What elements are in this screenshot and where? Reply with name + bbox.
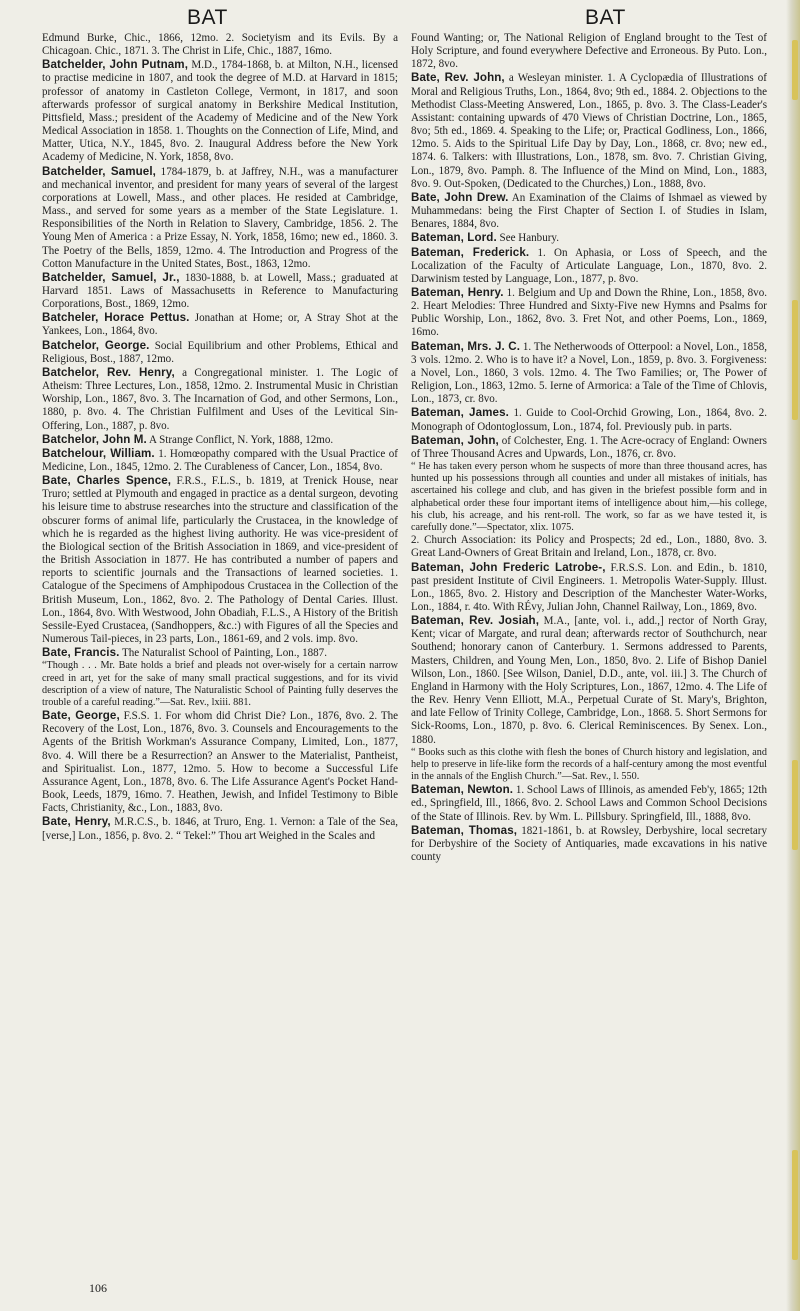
entry-headword: Batchelder, John Putnam,: [42, 58, 189, 72]
entry: [411, 340, 767, 407]
entry-text: 1821-1861, b. at Rowsley, Derbyshire, local secretary for Derbyshire of the Society of Antiquaries, made excavations in his native county: [411, 824, 767, 864]
entry: [411, 561, 767, 615]
entry-text: F.R.S., F.L.S., b. 1819, at Trenick House, near Truro; settled at Plymouth and engaged in practice as a dental surgeon, devoting his leisure time to abstruse researches into the structure and classification of the obscurer forms of animal life, particularly the Crustacea, in the knowledge of which he is regarded as the highest living authority. He was vice-president of the Biological section of the British Association in 1869, and vice-president of the British Association in 1877. He has contributed a number of papers and reports to scientific journals and the Transactions of learned societies. 1. Catalogue of the Specimens of Amphipodous Crustacea in the Collection of the British Museum, Lon., 1862, 8vo. 2. The Pathology of Dental Caries. Illust. Lon., 1864, 8vo. With Westwood, John Obadiah, F.L.S., A History of the British Sessile-Eyed Crustacea, (Sandhoppers, &c.:) with Figures of all the Species and Numerous Tail-pieces, in 23 parts, Lon., 1861-69, and 2 vols. imp. 8vo.: [42, 475, 399, 646]
running-head-left: BAT: [187, 6, 228, 29]
entry-headword: Bateman, John Frederic Latrobe-,: [411, 560, 606, 574]
entry-text: 1. On Aphasia, or Loss of Speech, and the Localization of the Faculty of Articulate Language, Lon., 1870, 8vo. 2. Darwinism tested by Language, Lon., 1877, p. 8vo.: [411, 246, 768, 285]
entry-text: 1784-1879, b. at Jaffrey, N.H., was a manufacturer and mechanical inventor, and president for many years of several of the largest corporations at Lowell, Mass., and other places. He resided at Cambridge, Mass., and served for some years as a member of the State Legislature. 1. Responsibilities of the North in Relation to Slavery, Cambridge, 1856. 2. The Young Men of America : a Prize Essay, N. York, 1858, 16mo; new ed., 1860. 3. The Poetry of the Bells, 1859, 12mo. 4. The Introduction and Progress of the Cotton Manufacture in the United States, Bost., 1863, 12mo.: [42, 165, 398, 270]
entry: [411, 434, 767, 461]
entry-text: “ He has taken every person whom he suspects of more than three thousand acres, has hunted up his possessions through all counties and under all mistakes of initials, has ascertained his college and club, and has given in the briefest possible form and in alphabetical order these four important items of intelligence about him,—his college, his club, his acreage, and his rent-roll. The work, so far as we have tested it, is carefully done.”—Spectator, xlix. 1075.: [411, 461, 767, 534]
entry: [411, 286, 767, 340]
entry: [411, 231, 767, 245]
page-number: 106: [89, 1281, 107, 1295]
entry-headword: Bateman, Mrs. J. C.: [411, 339, 521, 353]
page-edge: [786, 0, 800, 1311]
entry-headword: Bate, John Drew.: [411, 190, 509, 204]
entry-text: See Hanbury.: [496, 232, 559, 245]
entry-text: Social Equilibrium and other Problems, Ethical and Religious, Bost., 1887, 12mo.: [42, 339, 398, 365]
entry-text: The Naturalist School of Painting, Lon., 1887.: [119, 647, 327, 660]
entry-headword: Bate, Henry,: [42, 815, 111, 829]
review-quote: [411, 461, 767, 534]
entry-text: A Strange Conflict, N. York, 1888, 12mo.: [146, 433, 334, 446]
entry-headword: Bateman, Thomas,: [411, 823, 518, 837]
right-column: [411, 32, 767, 864]
entry-headword: Batcheler, Horace Pettus.: [42, 311, 190, 325]
entry: [411, 71, 767, 190]
entry: [42, 339, 398, 366]
entry: [411, 32, 767, 71]
entry: [411, 783, 767, 823]
entry-headword: Bateman, Frederick.: [411, 245, 530, 259]
entry-text: of Colchester, Eng. 1. The Acre-ocracy of England: Owners of Three Thousand Acres and Upwards, Lon., 1876, cr. 8vo.: [411, 434, 767, 460]
entry-text: 1. Belgium and Up and Down the Rhine, Lon., 1858, 8vo. 2. Heart Melodies: Three Hundred and Sixty-Five new Hymns and Psalms for Public Worship, Lon., 1862, 8vo. 3. Fret Not, and other Poems, Lon., 1869, 16mo.: [411, 286, 767, 339]
review-quote: [42, 660, 398, 709]
entry: [42, 646, 398, 660]
entry-headword: Bateman, Henry.: [411, 285, 504, 299]
entry: [42, 474, 398, 646]
entry-headword: Batchelour, William.: [42, 446, 155, 460]
entry: [42, 311, 398, 338]
entry-headword: Bateman, Newton.: [411, 783, 514, 797]
running-head: [0, 6, 800, 30]
entry: [42, 709, 398, 815]
entry-text: a Wesleyan minister. 1. A Cyclopædia of Illustrations of Moral and Religious Truths, Lon., 1864, 8vo; 9th ed., 1884. 2. Objections to the Methodist Class-Meeting Answered, Lon., 1865, p. 8vo. 3. The Class-Leader's Assistant: containing upwards of 470 Views of Christian Doctrine, Lon., 1865, 8vo; 5th ed., 1869. 4. Speaking to the Life; or, Practical Godliness, Lon., 1866, 12mo. 5. Aids to the Spiritual Life Day by Day, Lon., 1868, cr. 8vo; new ed., 1874. 6. Talkers: with Illustrations, Lon., 1878, sm. 8vo. 7. Christian Giving, Lon., 1879, 8vo. Pamph. 8. The Influence of the Mind on Mind, Lon., 1883, 8vo. 9. Out-Spoken, (Dedicated to the Churches,) Lon., 1888, 8vo.: [411, 72, 767, 190]
entry: [42, 58, 398, 164]
entry-text: F.S.S. 1. For whom did Christ Die? Lon., 1876, 8vo. 2. The Recovery of the Lost, Lon., 1876, 8vo. 3. Counsels and Encouragements to the Agents of the British Workman's Assurance Company, Limited, Lon., 1877, 8vo. 4. Will there be a Resurrection? an Answer to the Materialist, Pantheist, and Spiritualist. Lon., 1877, 12mo. 5. How to become a Successful Life Assurance Agent, Lon., 1878, 8vo. 6. The Life Assurance Agent's Pocket Hand-Book, Leeds, 1879, 16mo. 7. Heathen, Jewish, and Infidel Testimony to Bible Facts, Christianity, &c., Lon., 1883, 8vo.: [42, 710, 399, 815]
entry-headword: Batchelor, Rev. Henry,: [42, 365, 175, 379]
entry-text: Edmund Burke, Chic., 1866, 12mo. 2. Societyism and its Evils. By a Chicagoan. Chic., 1871. 3. The Christ in Life, Chic., 1887, 16mo.: [42, 32, 398, 58]
entry: [42, 32, 398, 58]
entry-text: 1. Guide to Cool-Orchid Growing, Lon., 1864, 8vo. 2. Monograph of Odontoglossum, Lon., 1874, fol. Previously pub. in parts.: [411, 407, 767, 433]
entry-headword: Bate, Rev. John,: [411, 71, 505, 85]
entry: [411, 246, 767, 286]
entry-headword: Bateman, James.: [411, 406, 509, 420]
left-column: [42, 32, 398, 843]
entry: [42, 433, 398, 447]
entry-text: F.R.S.S. Lon. and Edin., b. 1810, past president Institute of Civil Engineers. 1. Metropolis Water-Supply. Illust. Lon., 1865, 8vo. 2. History and Description of the Manchester Water-Works, Lon., 1884, r. 4to. With RÉvy, Julian John, Channel Railway, Lon., 1869, 8vo.: [411, 561, 767, 613]
entry: [42, 815, 398, 842]
entry-headword: Bateman, Rev. Josiah,: [411, 614, 540, 628]
entry: [411, 614, 767, 747]
entry-text: An Examination of the Claims of Ishmael as viewed by Muhammedans: being the First Chapter of Section I. of Studies in Islam, Benares, 1884, 8vo.: [411, 191, 767, 231]
entry-headword: Bate, Charles Spence,: [42, 474, 172, 488]
entry-text: 1. School Laws of Illinois, as amended Feb'y, 1865; 12th ed., Springfield, Ill., 1866, 8vo. 2. School Laws and Common School Decisions of the State of Illinois. Rev. by Wm. L. Pillsbury. Springfield, Ill., 1888, 8vo.: [411, 784, 767, 823]
entry-text: M.D., 1784-1868, b. at Milton, N.H., licensed to practise medicine in 1807, and took the degree of M.D. at Harvard in 1815; professor of anatomy in Castleton College, Vermont, in 1817, and soon afterwards professor of surgical anatomy in Berkshire Medical Institution, Pittsfield, Mass.; president of the Academy of Medicine and of the New York Medical Association in 1858. 1. Thoughts on the Connection of Life, Mind, and Matter, Utica, N.Y., 1845, 8vo. 2. Inaugural Address before the New York Academy of Medicine, N. York, 1858, 8vo.: [42, 59, 398, 164]
entry-headword: Bateman, Lord.: [411, 231, 497, 245]
entry-text: Jonathan at Home; or, A Stray Shot at the Yankees, Lon., 1864, 8vo.: [42, 312, 398, 338]
entry: [411, 406, 767, 433]
entry-headword: Batchelor, John M.: [42, 432, 147, 446]
entry-text: “Though . . . Mr. Bate holds a brief and pleads not over-wisely for a certain narrow creed in art, yet for the sake of many small practical suggestions, and for its vivid description of a view of nature, The Naturalistic School of Painting fully deserves the trouble of a careful reading.”—Sat. Rev., lxiii. 881.: [42, 660, 398, 708]
entry-text: Found Wanting; or, The National Religion of England brought to the Test of Holy Scripture, and found everywhere Defective and Erroneous. By Puto. Lon., 1872, 8vo.: [411, 32, 767, 71]
entry-headword: Batchelder, Samuel,: [42, 164, 156, 178]
entry-text: “ Books such as this clothe with flesh the bones of Church history and legislation, and help to preserve in life-like form the records of a half-century among the most eventful in the annals of the English Church.”—Sat. Rev., l. 550.: [411, 746, 767, 783]
entry: [42, 165, 398, 271]
entry: [42, 366, 398, 433]
entry-text: a Congregational minister. 1. The Logic of Atheism: Three Lectures, Lon., 1858, 12mo. 2. Instrumental Music in Christian Worship, Lon., 1867, 8vo. 3. The Incarnation of God, and other Sermons, Lon., 1880, p. 8vo. 4. The Christian Fulfilment and Uses of the Levitical Sin-Offering, Lon., 1887, p. 8vo.: [42, 366, 398, 432]
entry-text: 1. Homœopathy compared with the Usual Practice of Medicine, Lon., 1845, 12mo. 2. The Curableness of Cancer, Lon., 1854, 8vo.: [42, 447, 398, 473]
entry: [411, 534, 767, 560]
entry: [42, 271, 398, 311]
entry-headword: Bate, Francis.: [42, 646, 120, 660]
running-head-right: BAT: [585, 6, 626, 29]
entry: [411, 824, 767, 864]
entry-text: 1830-1888, b. at Lowell, Mass.; graduated at Harvard 1851. Laws of Massachusetts in Reference to Manufacturing Corporations, Bost., 1869, 12mo.: [42, 271, 398, 311]
entry-text: 2. Church Association: its Policy and Prospects; 2d ed., Lon., 1880, 8vo. 3. Great Land-Owners of Great Britain and Ireland, Lon., 1878, cr. 8vo.: [411, 534, 767, 560]
entry-text: 1. The Netherwoods of Otterpool: a Novel, Lon., 1858, 3 vols. 12mo. 2. Who is to have it? a Novel, Lon., 1859, p. 8vo. 3. Forgiveness: a Novel, Lon., 1860, 3 vols. 12mo. 4. The Two Families; or, The Power of Religion, Lon., 1863, 12mo. 5. Ierne of Armorica: a Tale of the Time of Chlovis, Lon., 1873, cr. 8vo.: [411, 340, 767, 406]
entry-headword: Batchelor, George.: [42, 338, 150, 352]
entry-headword: Batchelder, Samuel, Jr.,: [42, 270, 180, 284]
entry: [42, 447, 398, 474]
review-quote: [411, 747, 767, 784]
entry: [411, 191, 767, 231]
entry-text: M.A., [ante, vol. i., add.,] rector of North Gray, Kent; vicar of Margate, and rural dean; afterwards rector of Southchurch, near Southend; honorary canon of Canterbury. 1. Sermons addressed to Parents, Masters, Children, and Young Men, Lon., 1850, 8vo. 2. Life of Bishop Daniel Wilson, Lon., 1860. [See Wilson, Daniel, D.D., ante, vol. iii.] 3. The Church of England in Harmony with the Holy Scriptures, Lon., 1867, 12mo. 4. The Life of the Rev. Henry Venn Elliott, M.A., Perpetual Curate of St. Mary's, Brighton, and late Fellow of Trinity College, Cambridge, Lon., 1868. 5. Short Sermons for Sick-Rooms, Lon., 1870, p. 8vo. 6. Clerical Reminiscences. By Senex. Lon., 1880.: [411, 615, 768, 746]
entry-headword: Bateman, John,: [411, 433, 499, 447]
entry-text: M.R.C.S., b. 1846, at Truro, Eng. 1. Vernon: a Tale of the Sea, [verse,] Lon., 1856, p. 8vo. 2. “ Tekel:” Thou art Weighed in the Scales and: [42, 816, 398, 842]
entry-headword: Bate, George,: [42, 709, 120, 723]
